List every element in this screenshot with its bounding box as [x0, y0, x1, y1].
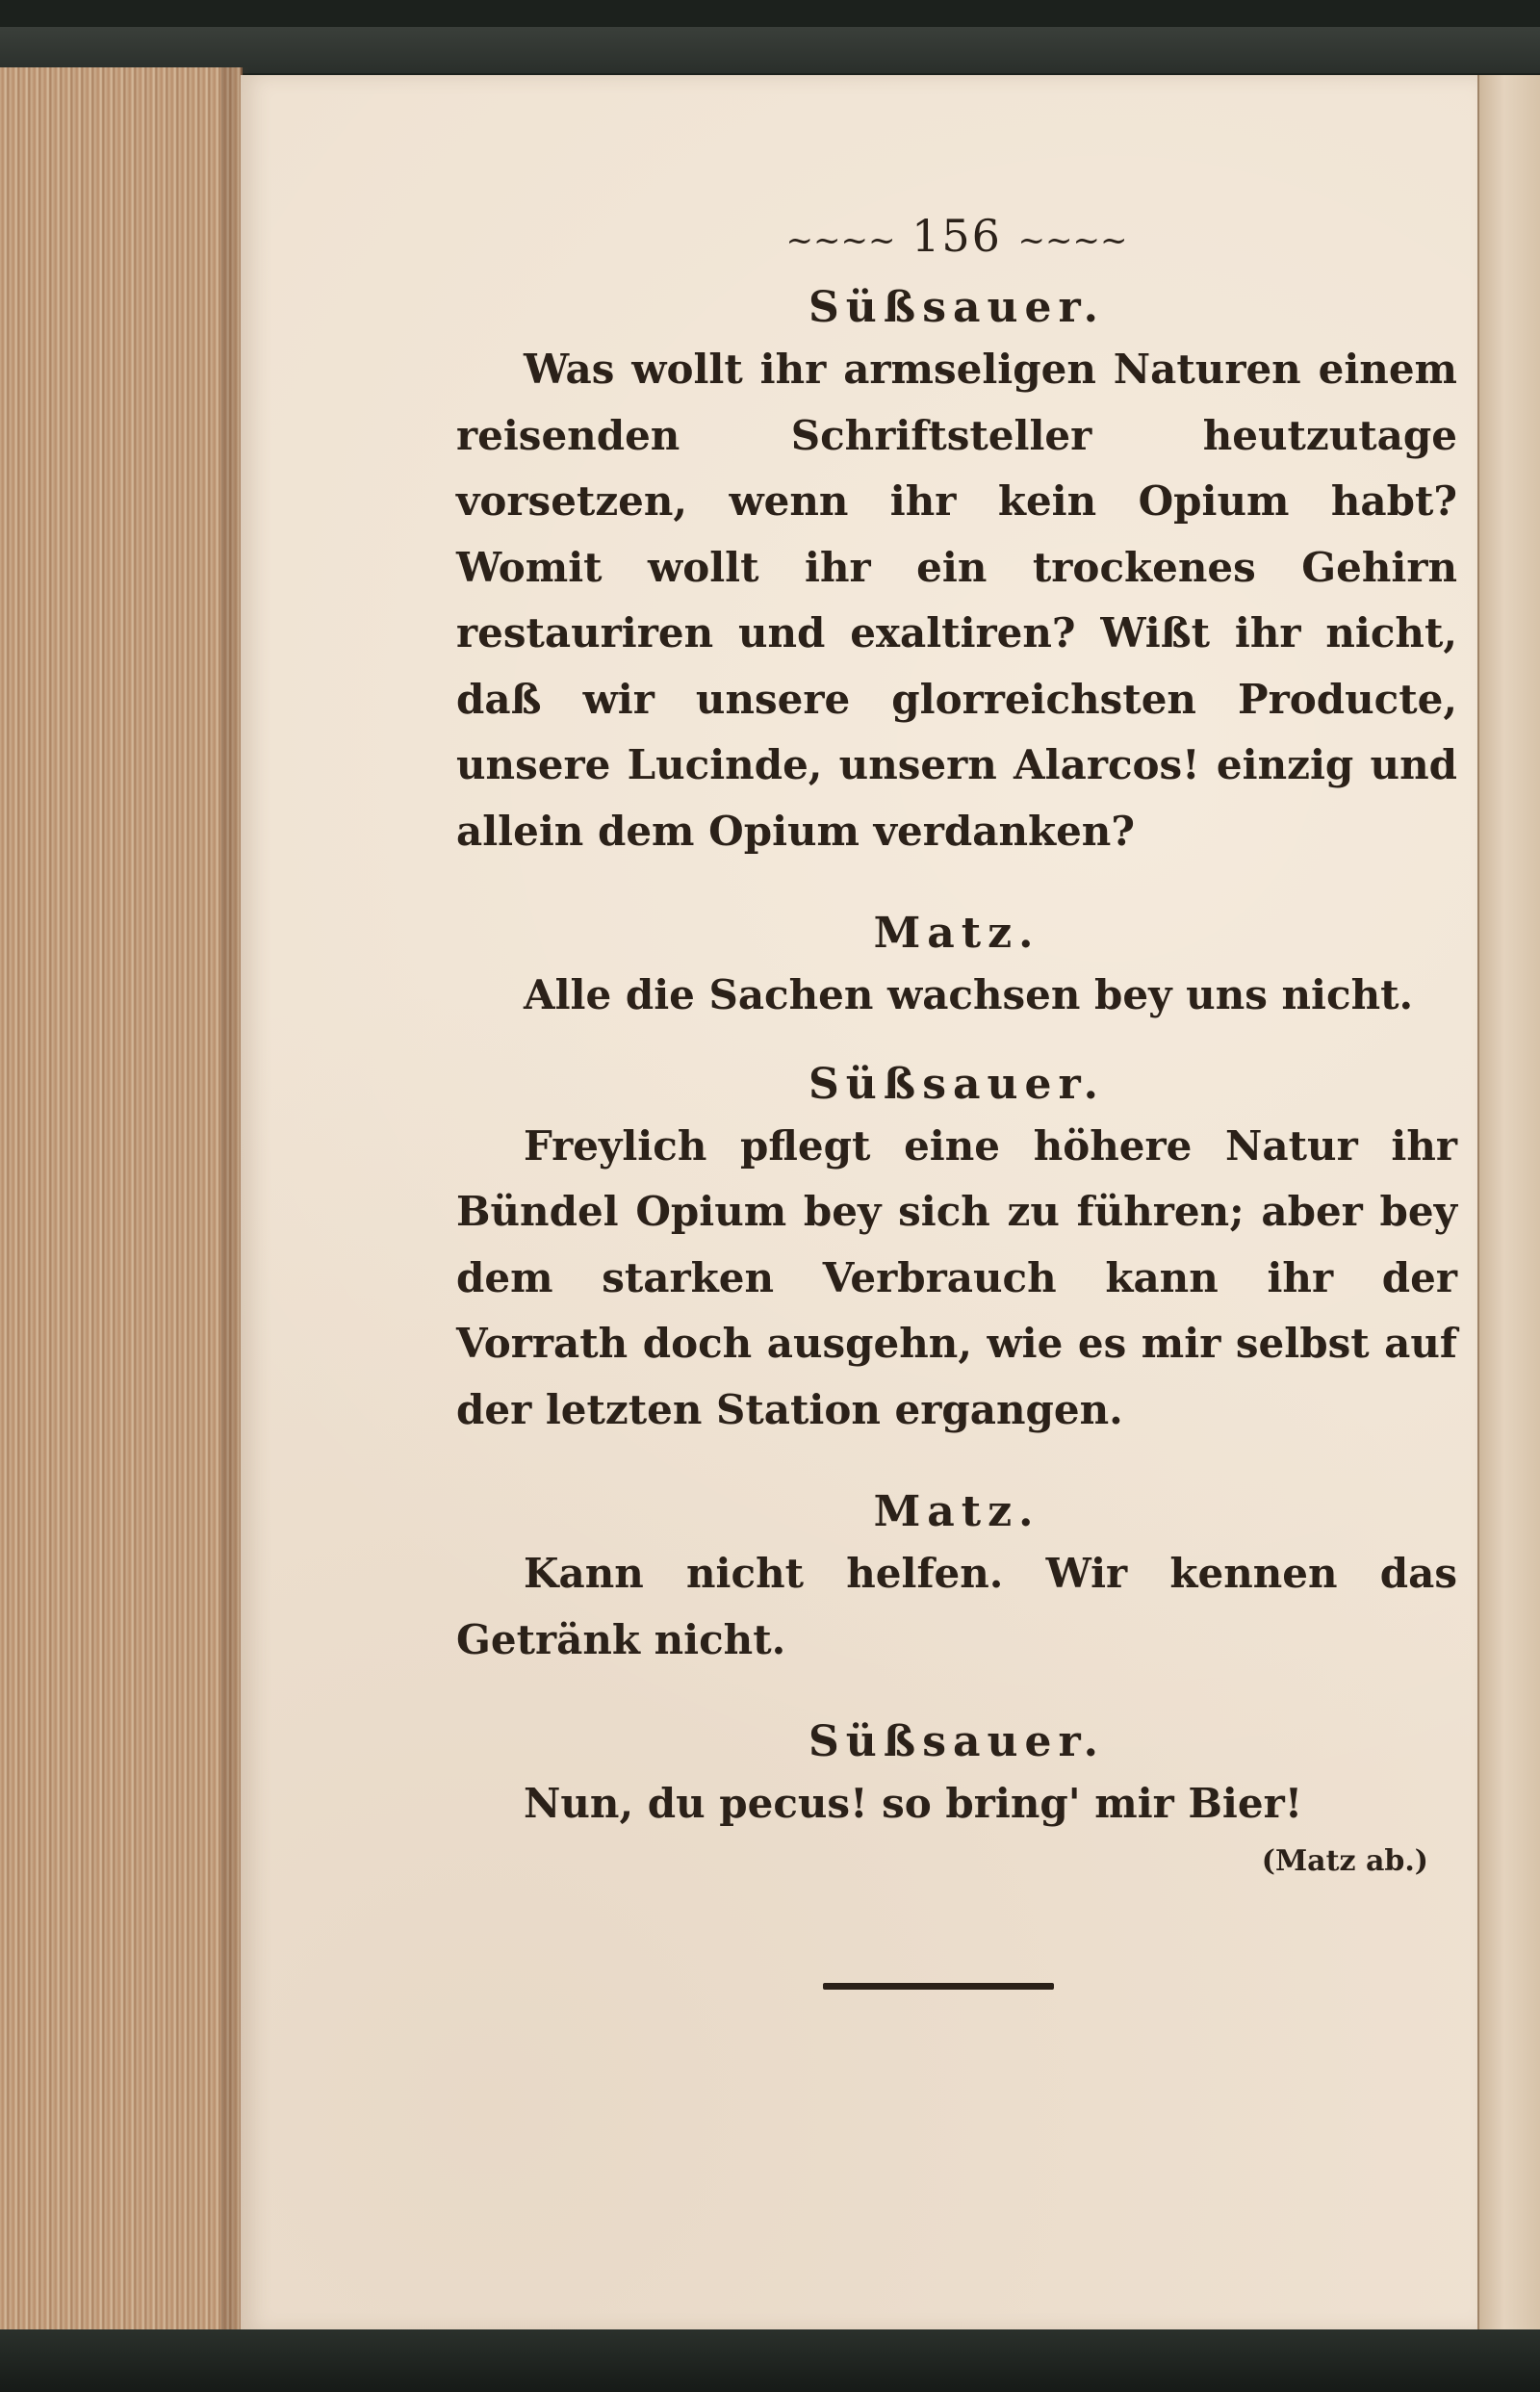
book-cover-top: [0, 27, 1540, 73]
speech-text: Alle die Sachen wachsen bey uns nicht.: [524, 971, 1414, 1018]
speech-text: Nun, du pecus! so bring' mir Bier!: [524, 1780, 1303, 1827]
speaker-name: Süßsauer.: [808, 1059, 1105, 1109]
speaker-name: Matz.: [873, 1487, 1040, 1536]
ornament-right: ~~~~: [1017, 221, 1128, 260]
speaker-name: Süßsauer.: [808, 283, 1105, 332]
section-end-rule: [823, 1983, 1054, 1990]
book-cover-bottom: [0, 2329, 1540, 2392]
speaker-name: Süßsauer.: [808, 1717, 1105, 1766]
page-content: [456, 207, 1457, 1886]
speech-text: Kann nicht helfen. Wir kennen das Getränk nicht.: [456, 1550, 1457, 1663]
page-header: [456, 207, 1457, 270]
speaker-name: Matz.: [873, 909, 1040, 958]
speech-text: Was wollt ihr armseligen Naturen einem reisenden Schriftsteller heutzutage vorsetzen, wenn ihr kein Opium habt? Womit wollt ihr ein trockenes Gehirn restauriren und exaltiren? Wißt ihr nicht, daß wir unsere glorreichsten Producte, unsere Lucinde, unsern Alarcos! einzig und allein dem Opium verdanken?: [456, 346, 1457, 855]
ornament-left: ~~~~: [785, 221, 896, 260]
stage-direction: (Matz ab.): [1261, 1843, 1428, 1878]
page-edges-left: [0, 67, 243, 2339]
page-edge-right: [1477, 75, 1540, 2332]
page-number: 156: [911, 210, 1002, 262]
speech-text: Freylich pflegt eine höhere Natur ihr Bündel Opium bey sich zu führen; aber bey dem starken Verbrauch kann ihr der Vorrath doch ausgehn, wie es mir selbst auf der letzten Station ergangen.: [456, 1121, 1457, 1433]
